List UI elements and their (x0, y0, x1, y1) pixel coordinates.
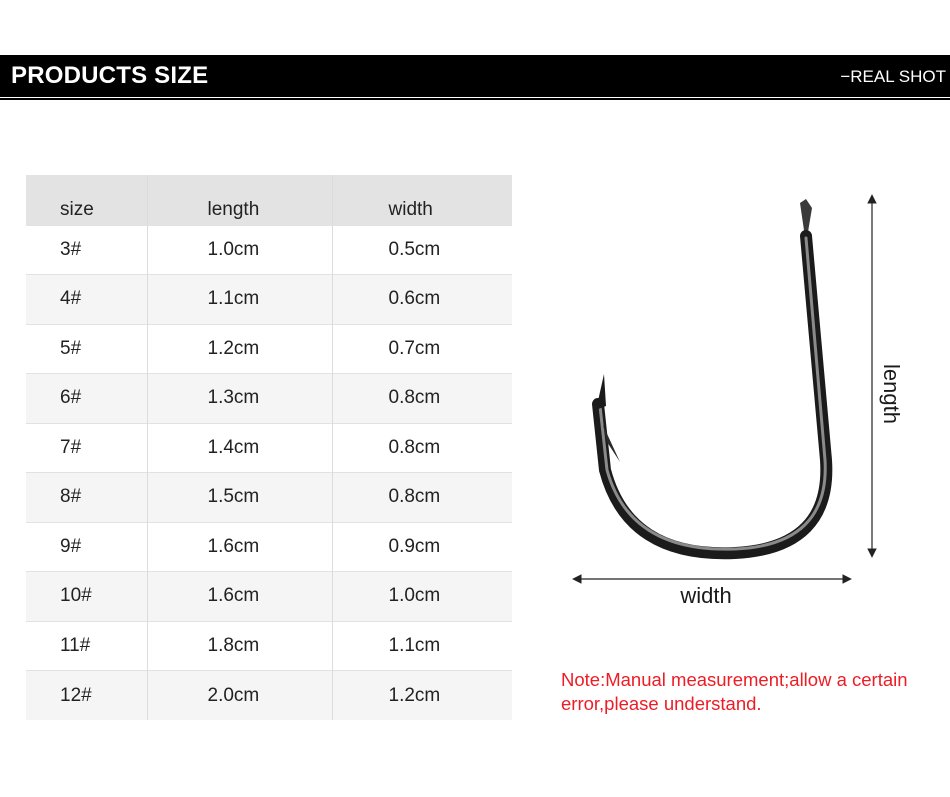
cell-size: 9# (26, 522, 147, 572)
length-label: length (879, 364, 904, 424)
table-body (26, 225, 512, 720)
table-row (26, 473, 512, 523)
cell-width: 0.7cm (332, 324, 512, 374)
cell-length: 1.6cm (147, 572, 332, 622)
cell-size: 7# (26, 423, 147, 473)
measurement-note: Note:Manual measurement;allow a certain error,please understand. (561, 669, 908, 714)
table-row (26, 275, 512, 325)
column-header-width: width (332, 175, 512, 225)
size-table (26, 175, 512, 720)
table-row (26, 225, 512, 275)
cell-size: 3# (26, 225, 147, 275)
page-title: PRODUCTS SIZE (11, 62, 209, 89)
width-label: width (680, 583, 732, 608)
cell-width: 0.6cm (332, 275, 512, 325)
hook-point (596, 374, 606, 410)
cell-width: 1.0cm (332, 572, 512, 622)
cell-length: 1.8cm (147, 621, 332, 671)
cell-width: 0.8cm (332, 423, 512, 473)
header-divider (0, 98, 950, 100)
cell-size: 8# (26, 473, 147, 523)
column-header-length: length (147, 175, 332, 225)
table-row (26, 671, 512, 721)
cell-length: 1.5cm (147, 473, 332, 523)
cell-width: 0.8cm (332, 374, 512, 424)
cell-length: 1.2cm (147, 324, 332, 374)
cell-width: 0.9cm (332, 522, 512, 572)
cell-length: 1.3cm (147, 374, 332, 424)
hook-diagram (560, 185, 900, 605)
cell-length: 1.6cm (147, 522, 332, 572)
cell-length: 1.4cm (147, 423, 332, 473)
cell-length: 1.1cm (147, 275, 332, 325)
cell-width: 0.8cm (332, 473, 512, 523)
table-row (26, 572, 512, 622)
header-bar (0, 55, 950, 97)
hook-highlight (600, 238, 825, 549)
table-row (26, 621, 512, 671)
table-row (26, 522, 512, 572)
cell-size: 6# (26, 374, 147, 424)
cell-size: 4# (26, 275, 147, 325)
cell-size: 10# (26, 572, 147, 622)
cell-width: 1.2cm (332, 671, 512, 721)
cell-size: 5# (26, 324, 147, 374)
cell-width: 0.5cm (332, 225, 512, 275)
cell-width: 1.1cm (332, 621, 512, 671)
header-subtitle: −REAL SHOT (840, 67, 946, 86)
table-row (26, 374, 512, 424)
fishing-hook-illustration (596, 199, 826, 553)
cell-length: 1.0cm (147, 225, 332, 275)
hook-body (598, 236, 826, 553)
column-header-size: size (60, 198, 94, 220)
table-header-row (26, 175, 512, 225)
cell-size: 12# (26, 671, 147, 721)
cell-size: 11# (26, 621, 147, 671)
cell-length: 2.0cm (147, 671, 332, 721)
table-row (26, 324, 512, 374)
table-row (26, 423, 512, 473)
